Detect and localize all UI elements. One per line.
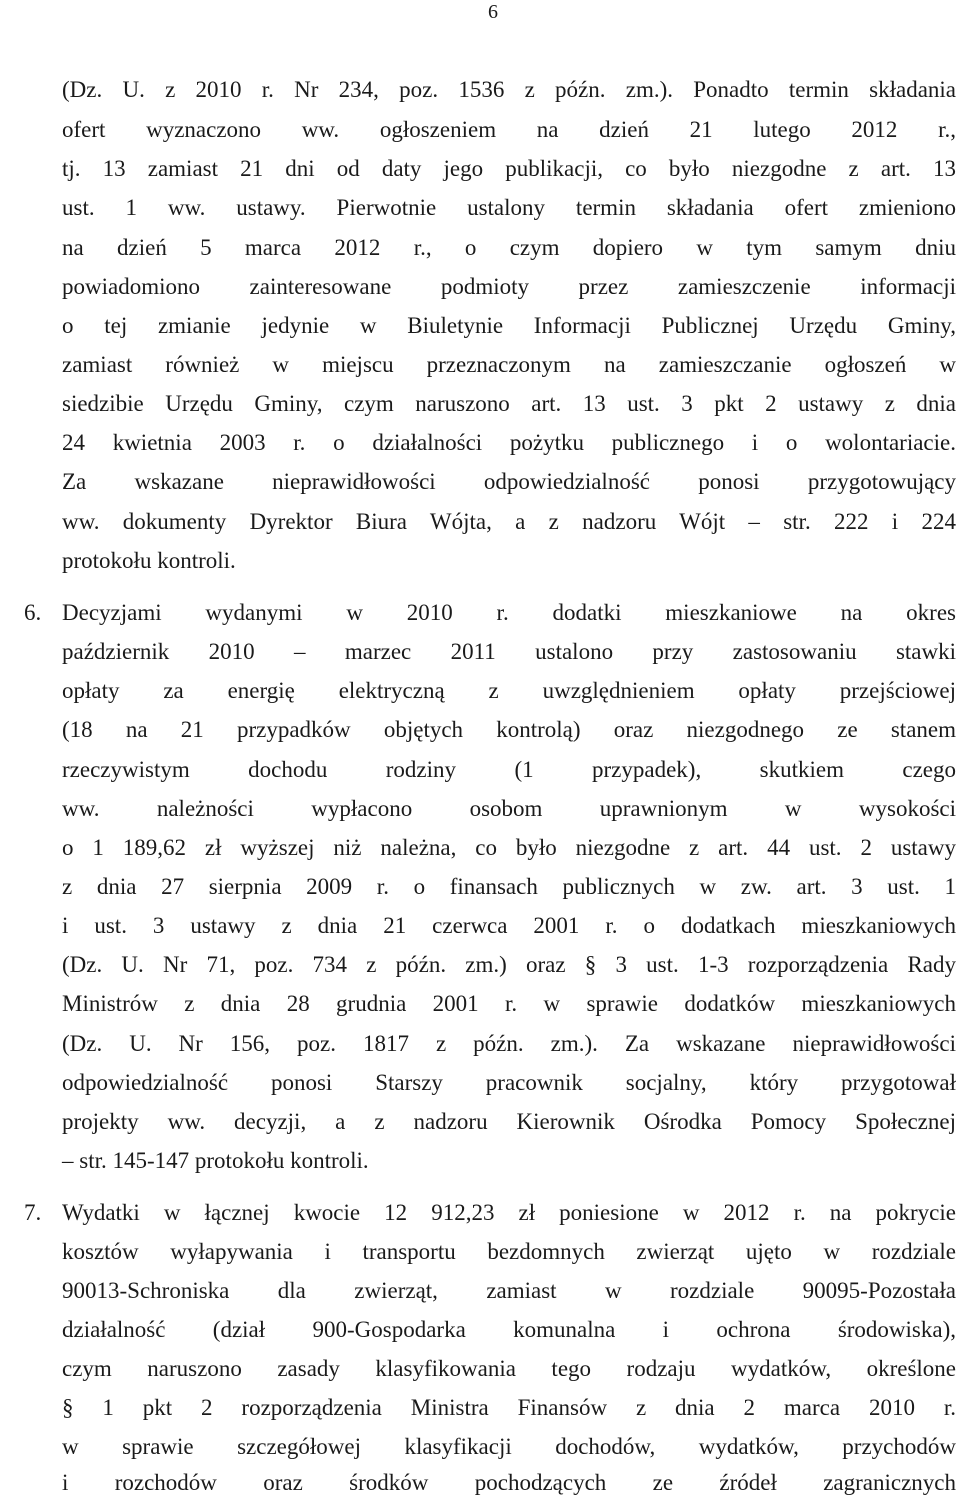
text-line: opłaty za energię elektryczną z uwzględnieniem opłaty przejściowej — [62, 678, 956, 703]
text-line: siedzibie Urzędu Gminy, czym naruszono art. 13 ust. 3 pkt 2 ustawy z dnia — [62, 391, 956, 416]
text-line: i rozchodów oraz środków pochodzących ze źródeł zagranicznych — [62, 1470, 956, 1495]
text-line: (Dz. U. Nr 156, poz. 1817 z późn. zm.). Za wskazane nieprawidłowości — [62, 1031, 956, 1056]
text-line: (18 na 21 przypadków objętych kontrolą) oraz niezgodnego ze stanem — [62, 717, 956, 742]
text-line: październik 2010 – marzec 2011 ustalono przy zastosowaniu stawki — [62, 639, 956, 664]
text-line: z dnia 27 sierpnia 2009 r. o finansach publicznych w zw. art. 3 ust. 1 — [62, 874, 956, 899]
text-line: – str. 145-147 protokołu kontroli. — [62, 1148, 369, 1173]
text-line: rzeczywistym dochodu rodziny (1 przypadek), skutkiem czego — [62, 757, 956, 782]
text-line: powiadomiono zainteresowane podmioty przez zamieszczenie informacji — [62, 274, 956, 299]
text-line: w sprawie szczegółowej klasyfikacji dochodów, wydatków, przychodów — [62, 1434, 956, 1459]
text-line: o tej zmianie jedynie w Biuletynie Informacji Publicznej Urzędu Gminy, — [62, 313, 956, 338]
text-line: 90013-Schroniska dla zwierząt, zamiast w rozdziale 90095-Pozostała — [62, 1278, 956, 1303]
text-line: odpowiedzialność ponosi Starszy pracownik socjalny, który przygotował — [62, 1070, 956, 1095]
text-line: na dzień 5 marca 2012 r., o czym dopiero w tym samym dniu — [62, 235, 956, 260]
text-line: projekty ww. decyzji, a z nadzoru Kierownik Ośrodka Pomocy Społecznej — [62, 1109, 956, 1134]
text-line: kosztów wyłapywania i transportu bezdomnych zwierząt ujęto w rozdziale — [62, 1239, 956, 1264]
list-item-number: 7. — [24, 1200, 42, 1225]
list-item-number: 6. — [24, 600, 42, 625]
text-line: ww. należności wypłacono osobom uprawnionym w wysokości — [62, 796, 956, 821]
page-number: 6 — [488, 1, 498, 23]
text-line: Decyzjami wydanymi w 2010 r. dodatki mieszkaniowe na okres — [62, 600, 956, 625]
text-line: (Dz. U. z 2010 r. Nr 234, poz. 1536 z późn. zm.). Ponadto termin składania — [62, 77, 956, 102]
text-line: Wydatki w łącznej kwocie 12 912,23 zł poniesione w 2012 r. na pokrycie — [62, 1200, 956, 1225]
text-line: ofert wyznaczono ww. ogłoszeniem na dzień 21 lutego 2012 r., — [62, 117, 956, 142]
text-line: ww. dokumenty Dyrektor Biura Wójta, a z nadzoru Wójt – str. 222 i 224 — [62, 509, 956, 534]
text-line: Za wskazane nieprawidłowości odpowiedzialność ponosi przygotowujący — [62, 469, 956, 494]
text-line: i ust. 3 ustawy z dnia 21 czerwca 2001 r. o dodatkach mieszkaniowych — [62, 913, 956, 938]
text-line: protokołu kontroli. — [62, 548, 236, 573]
text-line: 24 kwietnia 2003 r. o działalności pożytku publicznego i o wolontariacie. — [62, 430, 956, 455]
text-line: (Dz. U. Nr 71, poz. 734 z późn. zm.) oraz § 3 ust. 1-3 rozporządzenia Rady — [62, 952, 956, 977]
text-line: tj. 13 zamiast 21 dni od daty jego publikacji, co było niezgodne z art. 13 — [62, 156, 956, 181]
text-line: § 1 pkt 2 rozporządzenia Ministra Finansów z dnia 2 marca 2010 r. — [62, 1395, 956, 1420]
text-line: czym naruszono zasady klasyfikowania tego rodzaju wydatków, określone — [62, 1356, 956, 1381]
text-line: o 1 189,62 zł wyższej niż należna, co było niezgodne z art. 44 ust. 2 ustawy — [62, 835, 956, 860]
text-line: działalność (dział 900-Gospodarka komunalna i ochrona środowiska), — [62, 1317, 956, 1342]
text-line: ust. 1 ww. ustawy. Pierwotnie ustalony termin składania ofert zmieniono — [62, 195, 956, 220]
text-line: Ministrów z dnia 28 grudnia 2001 r. w sprawie dodatków mieszkaniowych — [62, 991, 956, 1016]
text-line: zamiast również w miejscu przeznaczonym na zamieszczanie ogłoszeń w — [62, 352, 956, 377]
